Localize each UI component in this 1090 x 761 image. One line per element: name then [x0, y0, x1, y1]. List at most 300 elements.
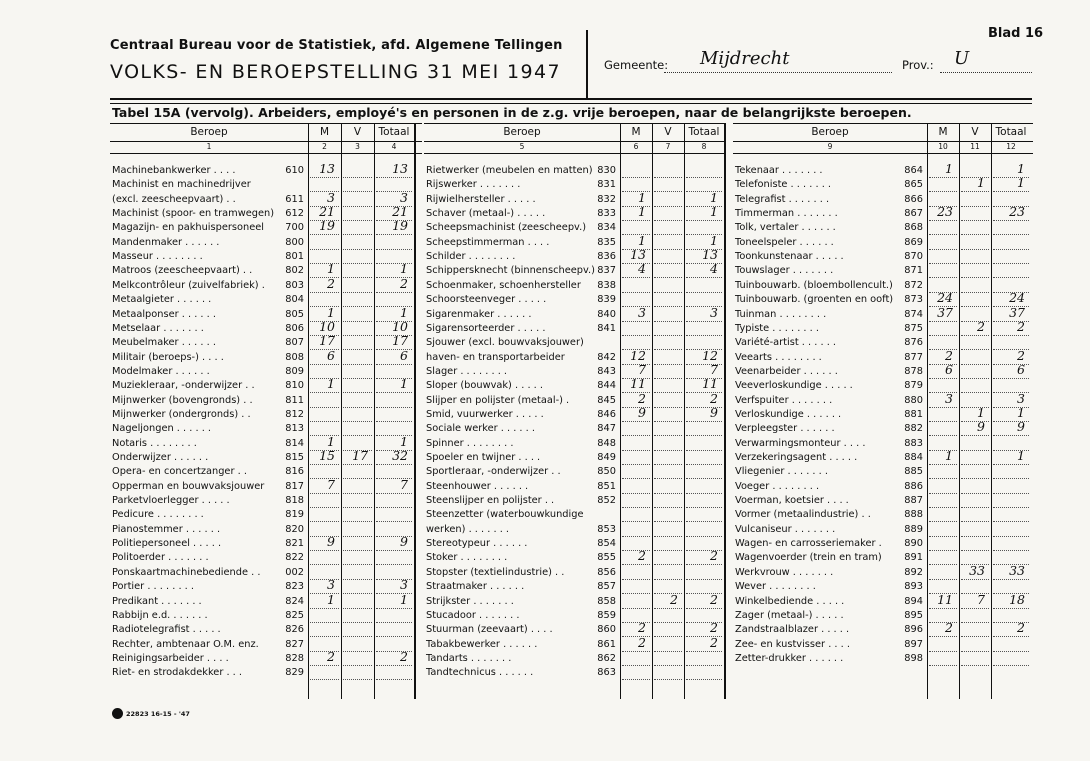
- printer-logo-icon: [112, 708, 123, 719]
- table-row: [733, 318, 1033, 336]
- count-female-cell: [343, 164, 372, 178]
- count-male: 11: [937, 591, 953, 607]
- occupation-name: Tandarts . . . . . . .: [426, 652, 512, 664]
- occupation-name: Tabakbewerker . . . . . .: [426, 638, 538, 650]
- count-total: 17: [392, 333, 408, 349]
- occupation-code: 832: [597, 193, 616, 205]
- table-row: [110, 666, 422, 680]
- occupation-code: 807: [285, 337, 304, 349]
- count-total-cell: [376, 591, 412, 609]
- count-total-cell: [686, 304, 722, 322]
- count-male: 1: [327, 261, 335, 277]
- occupation-code: 880: [904, 394, 923, 406]
- count-total: 2: [1017, 347, 1025, 363]
- table-row: [733, 437, 1033, 451]
- table-row: [733, 361, 1033, 379]
- count-total: 9: [400, 534, 408, 550]
- column-header-beroep: Beroep: [190, 126, 228, 138]
- count-total-cell: [376, 494, 412, 508]
- occupation-code: 882: [904, 423, 923, 435]
- table-row: [110, 551, 422, 565]
- table-row: [110, 304, 422, 322]
- count-female-cell: [343, 279, 372, 293]
- occupation-code: 810: [285, 380, 304, 392]
- occupation-code: 819: [285, 509, 304, 521]
- header-row-rule: [424, 141, 726, 142]
- occupation-name: Verwarmingsmonteur . . . .: [735, 437, 866, 449]
- count-male-cell: [929, 566, 957, 580]
- count-female-cell: [343, 465, 372, 479]
- count-total: 2: [1017, 620, 1025, 636]
- count-male-cell: [929, 494, 957, 508]
- count-female-cell: [654, 480, 682, 494]
- occupation-name: Rietwerker (meubelen en matten): [426, 165, 593, 176]
- count-total: 23: [1009, 204, 1025, 220]
- occupation-name: Schoorsteenveger . . . . .: [426, 294, 547, 306]
- table-row: [424, 247, 726, 264]
- occupation-name: Sigarensorteerder . . . . .: [426, 322, 546, 334]
- occupation-name: Steenhouwer . . . . . .: [426, 480, 529, 492]
- count-total-cell: [993, 221, 1029, 235]
- count-male: 3: [638, 304, 646, 320]
- table-row: [110, 236, 422, 250]
- count-female-cell: [654, 279, 682, 293]
- count-male-cell: [929, 204, 957, 221]
- count-total: 1: [1017, 448, 1025, 463]
- occupation-code: 891: [904, 552, 923, 564]
- count-male-cell: [310, 508, 339, 522]
- count-male: 19: [319, 218, 335, 234]
- count-male-cell: [929, 620, 957, 637]
- occupation-code: 824: [285, 595, 304, 607]
- count-male-cell: [310, 666, 339, 680]
- table-subtitle: Arbeiders, employé's en personen in de z.g. vrije beroepen, naar de belangrijkste beroepen.: [258, 105, 912, 120]
- count-total-cell: [993, 204, 1029, 221]
- table-row: [424, 451, 726, 465]
- count-female-cell: [961, 465, 989, 479]
- occupation-name: Zandstraalblazer . . . . .: [735, 624, 850, 636]
- occupation-code: 821: [285, 538, 304, 550]
- count-total-cell: [686, 322, 722, 336]
- occupation-code: 889: [904, 523, 923, 535]
- count-female-cell: [343, 322, 372, 336]
- occupation-name: Vormer (metaalindustrie) . .: [735, 509, 871, 521]
- table-row: [733, 193, 1033, 207]
- count-male: 1: [945, 448, 953, 463]
- table-row: [110, 566, 422, 580]
- count-total-cell: [686, 465, 722, 479]
- count-male-cell: [622, 580, 650, 594]
- table-row: [424, 204, 726, 221]
- count-male: 13: [319, 161, 335, 176]
- count-female-cell: [654, 494, 682, 508]
- count-total: 1: [710, 232, 718, 248]
- occupation-code: 885: [904, 466, 923, 478]
- occupation-code: 849: [597, 452, 616, 463]
- count-total: 1: [400, 433, 408, 449]
- table-section-right: [733, 123, 1033, 699]
- count-total-cell: [686, 404, 722, 422]
- count-female-cell: [961, 351, 989, 365]
- count-female-cell: [343, 623, 372, 637]
- count-female-cell: [654, 465, 682, 479]
- table-row: [110, 591, 422, 609]
- occupation-name: Stoker . . . . . . . .: [426, 552, 508, 564]
- count-female-cell: [961, 638, 989, 652]
- count-female: 9: [977, 419, 985, 435]
- count-total: 10: [392, 318, 408, 334]
- occupation-code: 887: [904, 495, 923, 507]
- count-female-cell: [654, 264, 682, 278]
- occupation-name: Radiotelegrafist . . . . .: [112, 624, 221, 636]
- count-female: 2: [977, 318, 985, 334]
- occupation-name: Metselaar . . . . . . .: [112, 322, 204, 334]
- column-header-v: V: [971, 126, 979, 138]
- occupation-name: Straatmaker . . . . . .: [426, 581, 525, 593]
- table-row: [733, 494, 1033, 508]
- count-male: 23: [937, 204, 953, 220]
- occupation-name: Toneelspeler . . . . . .: [735, 236, 834, 248]
- occupation-code: 869: [904, 236, 923, 248]
- table-row: [424, 437, 726, 451]
- column-header-beroep: Beroep: [811, 126, 849, 138]
- count-male: 1: [327, 433, 335, 449]
- occupation-name: Sjouwer (excl. bouwvaksjouwer): [426, 337, 584, 349]
- count-male-cell: [310, 551, 339, 565]
- count-female-cell: [654, 451, 682, 465]
- table-row: [110, 376, 422, 393]
- table-title: [112, 105, 912, 120]
- occupation-name: Slager . . . . . . . .: [426, 365, 508, 377]
- count-total: 1: [400, 591, 408, 607]
- count-female-cell: [343, 394, 372, 408]
- count-total-cell: [686, 652, 722, 666]
- table-row: [110, 275, 422, 293]
- table-row: [733, 390, 1033, 408]
- occupation-name: Mandenmaker . . . . . .: [112, 236, 220, 248]
- table-row: [733, 304, 1033, 322]
- occupation-code: 803: [285, 279, 304, 291]
- count-total-cell: [686, 508, 722, 522]
- occupation-name: Nageljongen . . . . . .: [112, 423, 212, 435]
- count-male-cell: [929, 480, 957, 494]
- count-total: 37: [1009, 304, 1025, 320]
- table-row: [424, 221, 726, 235]
- count-male: 2: [945, 620, 953, 636]
- table-row: [424, 232, 726, 250]
- table-row: [110, 394, 422, 408]
- count-male-cell: [929, 161, 957, 178]
- occupation-code: 818: [285, 495, 304, 507]
- column-header-m: M: [319, 126, 330, 138]
- occupation-code: 817: [285, 480, 304, 492]
- table-row: [733, 221, 1033, 235]
- count-female-cell: [961, 175, 989, 192]
- count-male: 10: [319, 318, 335, 334]
- count-total-cell: [993, 361, 1029, 379]
- count-total: 6: [400, 347, 408, 363]
- occupation-name: Voerman, koetsier . . . .: [735, 495, 849, 507]
- count-male-cell: [929, 422, 957, 436]
- header-rule-thin: [110, 103, 1032, 104]
- count-female-cell: [654, 394, 682, 408]
- table-row: [733, 236, 1033, 250]
- count-male-cell: [310, 408, 339, 422]
- occupation-name: Stereotypeur . . . . . .: [426, 538, 528, 550]
- occupation-code: 834: [597, 222, 616, 234]
- count-male-cell: [310, 218, 339, 235]
- count-male-cell: [310, 623, 339, 637]
- table-row: [424, 537, 726, 551]
- count-total-cell: [993, 419, 1029, 436]
- occupation-name: Opperman en bouwvaksjouwer: [112, 480, 265, 492]
- occupation-name: Schilder . . . . . . . .: [426, 251, 516, 263]
- count-female-cell: [654, 652, 682, 666]
- count-female-cell: [654, 422, 682, 436]
- count-male-cell: [310, 476, 339, 494]
- count-female: 7: [977, 591, 985, 607]
- table-row: [424, 361, 726, 379]
- count-male: 21: [319, 204, 335, 220]
- occupation-name: Strijkster . . . . . . .: [426, 595, 514, 607]
- count-male-cell: [622, 634, 650, 652]
- table-row: [424, 261, 726, 278]
- count-male-cell: [929, 322, 957, 336]
- header-rule: [110, 98, 1032, 100]
- occupation-code: 872: [904, 279, 923, 291]
- table-row: [110, 577, 422, 594]
- occupation-name: Metaalgieter . . . . . .: [112, 294, 212, 306]
- table-row: [733, 609, 1033, 623]
- count-female-cell: [961, 193, 989, 207]
- table-row: [110, 189, 422, 207]
- table-row: [424, 494, 726, 508]
- table-row: [424, 293, 726, 307]
- table-row: [110, 476, 422, 494]
- occupation-code: 809: [285, 365, 304, 377]
- count-female-cell: [654, 591, 682, 609]
- count-female-cell: [961, 437, 989, 451]
- occupation-name: Machinebankwerker . . . .: [112, 165, 236, 176]
- occupation-code: 826: [285, 624, 304, 636]
- occupation-name: Rijswerker . . . . . . .: [426, 179, 521, 191]
- count-male-cell: [929, 304, 957, 322]
- occupation-code: 815: [285, 452, 304, 463]
- province-value: U: [954, 48, 970, 69]
- municipality-value: Mijdrecht: [700, 48, 790, 69]
- count-total: 6: [1017, 361, 1025, 377]
- count-female-cell: [654, 508, 682, 522]
- occupation-name: Zager (metaal-) . . . . .: [735, 609, 844, 621]
- table-row: [424, 376, 726, 393]
- occupation-name: Spinner . . . . . . . .: [426, 437, 514, 449]
- table-row: [110, 250, 422, 264]
- count-total: 11: [702, 376, 718, 392]
- count-male-cell: [622, 451, 650, 465]
- occupation-code: 892: [904, 566, 923, 578]
- count-female-cell: [961, 264, 989, 278]
- count-male: 2: [638, 390, 646, 406]
- count-female-cell: [961, 537, 989, 551]
- count-female-cell: [961, 293, 989, 307]
- count-female-cell: [961, 336, 989, 350]
- table-row: [424, 609, 726, 623]
- occupation-code: 884: [904, 452, 923, 463]
- occupation-name: Notaris . . . . . . . .: [112, 437, 197, 449]
- table-row: [110, 648, 422, 666]
- column-header-m: M: [631, 126, 641, 138]
- count-female-cell: [343, 351, 372, 365]
- header-number-rule: [424, 153, 726, 154]
- count-female-cell: [961, 236, 989, 250]
- count-female-cell: [654, 322, 682, 336]
- column-number: 2: [322, 142, 327, 151]
- occupation-name: Machinist en machinedrijver: [112, 179, 251, 191]
- table-row: [733, 404, 1033, 422]
- table-row: [424, 620, 726, 637]
- occupation-name: Smid, vuurwerker . . . . .: [426, 408, 544, 420]
- column-header-v: V: [353, 126, 362, 138]
- count-total: 32: [392, 448, 408, 463]
- count-total: 4: [710, 261, 718, 277]
- count-male: 3: [327, 577, 335, 593]
- table-row: [733, 336, 1033, 350]
- count-total-cell: [993, 562, 1029, 580]
- count-total-cell: [686, 666, 722, 680]
- occupation-code: 868: [904, 222, 923, 234]
- occupation-code: 802: [285, 265, 304, 277]
- occupation-name: Veeverloskundige . . . . .: [735, 380, 853, 392]
- count-total: 2: [710, 591, 718, 607]
- table-row: [424, 336, 726, 350]
- occupation-name: Stuurman (zeevaart) . . . .: [426, 624, 553, 636]
- count-male: 9: [638, 404, 646, 420]
- table-row: [424, 666, 726, 680]
- occupation-code: 833: [597, 208, 616, 220]
- occupation-name: Schoenmaker, schoenhersteller: [426, 279, 581, 291]
- occupation-name: Telegrafist . . . . . . .: [735, 193, 830, 205]
- occupation-code: 864: [904, 165, 923, 176]
- count-female-cell: [343, 494, 372, 508]
- count-male-cell: [310, 648, 339, 666]
- column-number: 4: [391, 142, 397, 151]
- count-total-cell: [686, 279, 722, 293]
- occupation-name: Variété-artist . . . . . .: [735, 337, 837, 349]
- count-female-cell: [343, 422, 372, 436]
- occupation-code: 812: [285, 408, 304, 420]
- occupation-code: 806: [285, 322, 304, 334]
- count-male: 2: [327, 648, 335, 664]
- occupation-code: 858: [597, 595, 616, 607]
- count-male-cell: [622, 204, 650, 221]
- occupation-code: 894: [904, 595, 923, 607]
- occupation-code: 828: [285, 652, 304, 664]
- table-row: [110, 318, 422, 336]
- count-female-cell: [343, 264, 372, 278]
- count-total-cell: [686, 451, 722, 465]
- count-total: 1: [1017, 161, 1025, 176]
- count-total-cell: [686, 566, 722, 580]
- count-female-cell: [343, 638, 372, 652]
- count-female: 2: [670, 591, 678, 607]
- occupation-name: Scheepsmachinist (zeescheepv.): [426, 222, 587, 234]
- table-row: [110, 161, 422, 178]
- count-total: 24: [1009, 290, 1025, 306]
- count-male-cell: [929, 652, 957, 666]
- occupation-name: Typiste . . . . . . . .: [735, 322, 819, 334]
- occupation-name: Tekenaar . . . . . . .: [735, 165, 823, 176]
- occupation-code: 851: [597, 480, 616, 492]
- column-header-totaal: Totaal: [995, 126, 1027, 138]
- table-row: [733, 204, 1033, 221]
- count-total-cell: [376, 551, 412, 565]
- occupation-name: Ponskaartmachinebediende . .: [112, 566, 261, 578]
- occupation-name: Telefoniste . . . . . . .: [735, 179, 832, 191]
- table-number: Tabel 15A (vervolg).: [112, 105, 254, 120]
- count-total-cell: [686, 591, 722, 609]
- count-male-cell: [929, 508, 957, 522]
- table-row: [424, 422, 726, 436]
- count-female-cell: [961, 508, 989, 522]
- count-total: 1: [400, 261, 408, 277]
- table-row: [110, 465, 422, 479]
- occupation-name: Verfspuiter . . . . . . .: [735, 394, 833, 406]
- count-male: 1: [638, 189, 646, 205]
- count-male-cell: [929, 638, 957, 652]
- count-male-cell: [929, 221, 957, 235]
- occupation-name: Zee- en kustvisser . . . .: [735, 638, 850, 650]
- table-row: [733, 551, 1033, 565]
- column-header-m: M: [938, 126, 948, 138]
- count-male-cell: [929, 408, 957, 422]
- table-row: [424, 404, 726, 422]
- occupation-name: Scheepstimmerman . . . .: [426, 236, 550, 248]
- count-male-cell: [929, 250, 957, 264]
- count-male: 9: [327, 534, 335, 550]
- occupation-code: 875: [904, 322, 923, 334]
- print-mark: [112, 708, 190, 719]
- count-male: 7: [327, 476, 335, 492]
- occupation-code: 883: [904, 437, 923, 449]
- column-number: 10: [938, 142, 948, 151]
- column-header-v: V: [664, 126, 672, 138]
- count-total: 2: [710, 620, 718, 636]
- occupation-name: Melkcontrôleur (zuivelfabriek) .: [112, 279, 265, 291]
- count-total-cell: [376, 648, 412, 666]
- municipality-label: Gemeente:: [604, 58, 669, 72]
- column-number: 3: [355, 142, 360, 151]
- occupation-code: 898: [904, 652, 923, 664]
- count-female-cell: [961, 318, 989, 336]
- occupation-name: Sigarenmaker . . . . . .: [426, 308, 532, 320]
- table-row: [733, 175, 1033, 192]
- count-female: 33: [969, 562, 985, 578]
- table-row: [424, 591, 726, 609]
- occupation-name: Slijper en polijster (metaal-) .: [426, 394, 570, 406]
- table-row: [424, 523, 726, 537]
- occupation-name: Veearts . . . . . . . .: [735, 351, 822, 363]
- occupation-code: 839: [597, 294, 616, 306]
- count-female-cell: [654, 336, 682, 350]
- count-total-cell: [993, 448, 1029, 465]
- count-total-cell: [686, 204, 722, 221]
- count-male-cell: [310, 161, 339, 178]
- count-female-cell: [654, 566, 682, 580]
- count-female-cell: [343, 178, 372, 192]
- count-total-cell: [993, 250, 1029, 264]
- count-female-cell: [961, 523, 989, 537]
- count-total: 1: [400, 376, 408, 392]
